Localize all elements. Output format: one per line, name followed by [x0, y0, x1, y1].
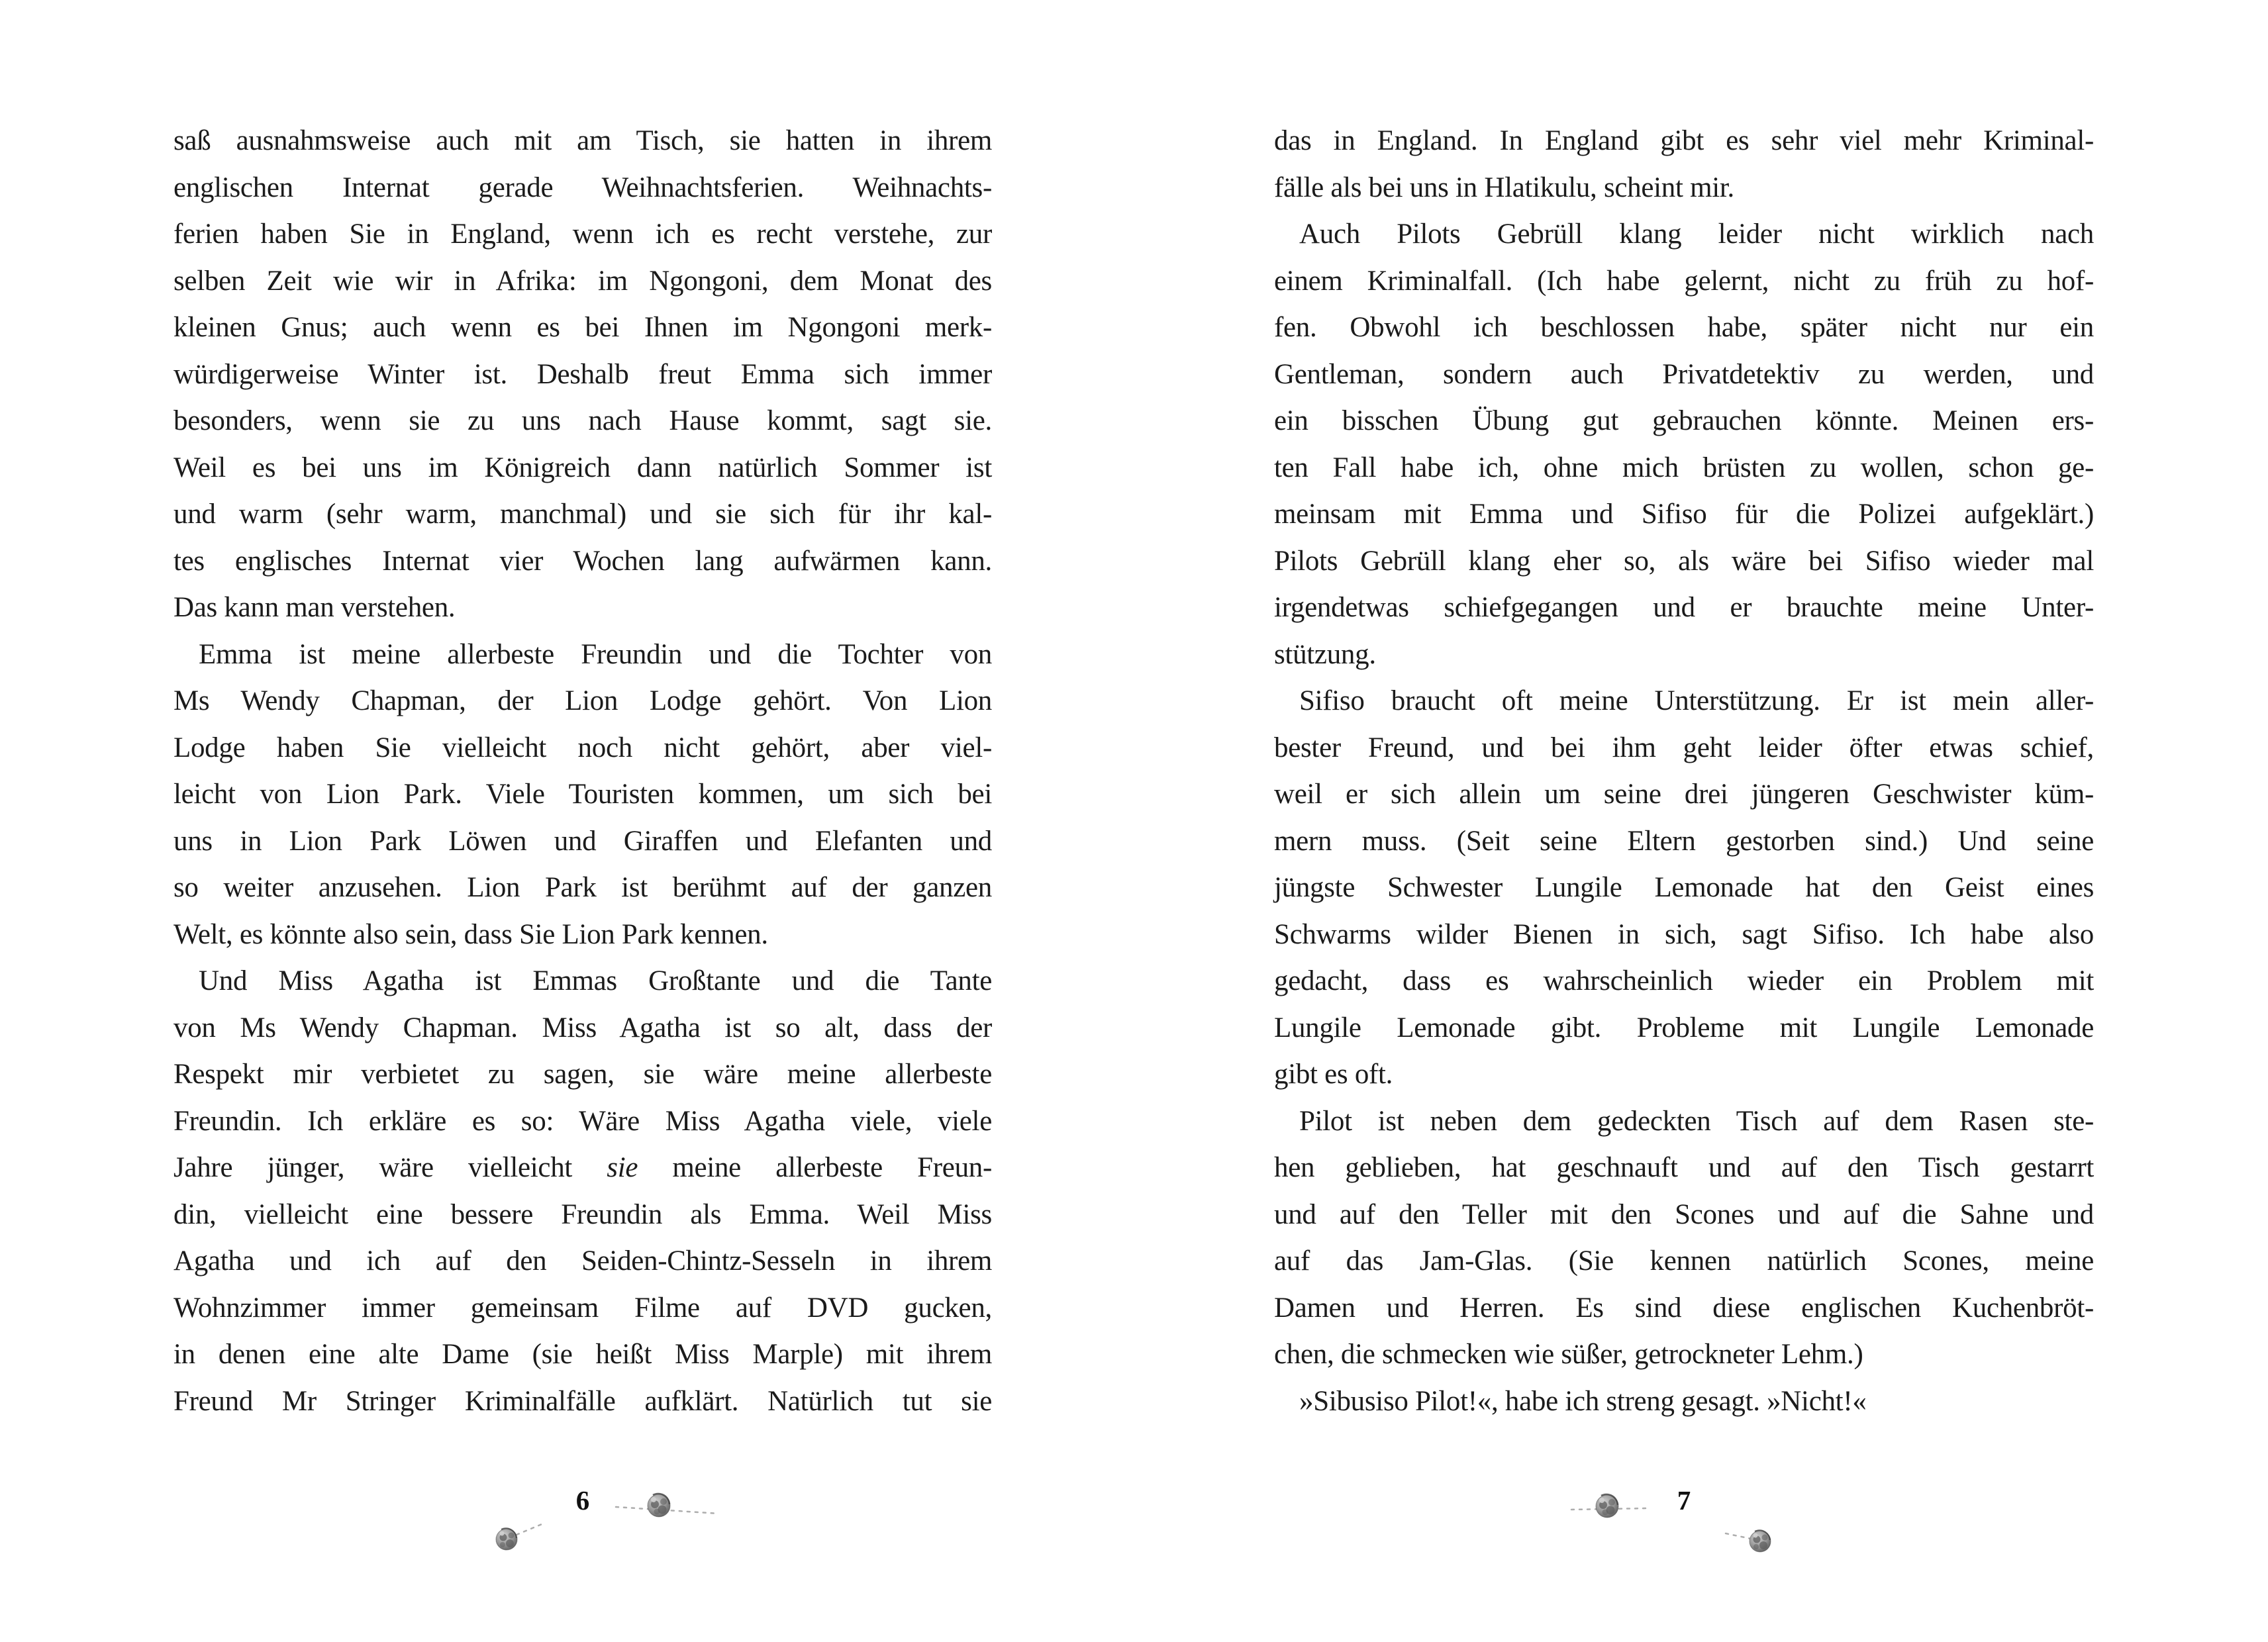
text-line: besonders, wenn sie zu uns nach Hause kommt, sagt sie.	[173, 405, 992, 436]
text-line: Schwarms wilder Bienen in sich, sagt Sifiso. Ich habe also	[1274, 918, 2094, 950]
text-line: Respekt mir verbietet zu sagen, sie wäre meine allerbeste	[173, 1059, 992, 1090]
text-line: leicht von Lion Park. Viele Touristen kommen, um sich bei	[173, 779, 992, 810]
text-line: kleinen Gnus; auch wenn es bei Ihnen im Ngongoni merk-	[173, 312, 992, 343]
text-segment: Jahre jünger, wäre vielleicht	[173, 1152, 607, 1183]
text-line	[173, 1145, 992, 1192]
text-line: Emma ist meine allerbeste Freundin und die Tochter von	[199, 638, 992, 670]
text-line: din, vielleicht eine bessere Freundin als Emma. Weil Miss	[173, 1198, 992, 1230]
dung-ball-icon	[1750, 1530, 1771, 1552]
text-line: Freund Mr Stringer Kriminalfälle aufklärt. Natürlich tut sie	[173, 1385, 992, 1417]
text-line: Welt, es könnte also sein, dass Sie Lion Park kennen.	[173, 918, 768, 950]
text-line: tes englisches Internat vier Wochen lang aufwärmen kann.	[173, 545, 992, 577]
italic-text-segment: sie	[607, 1152, 638, 1183]
text-line: englischen Internat gerade Weihnachtsferien. Weihnachts-	[173, 171, 992, 203]
text-line: auf das Jam-Glas. (Sie kennen natürlich Scones, meine	[1274, 1245, 2094, 1277]
text-line: uns in Lion Park Löwen und Giraffen und Elefanten und	[173, 825, 992, 857]
text-line: Freundin. Ich erkläre es so: Wäre Miss Agatha viele, viele	[173, 1105, 992, 1137]
text-line: selben Zeit wie wir in Afrika: im Ngongoni, dem Monat des	[173, 265, 992, 297]
text-line: Weil es bei uns im Königreich dann natürlich Sommer ist	[173, 452, 992, 483]
text-line: chen, die schmecken wie süßer, getrockneter Lehm.)	[1274, 1339, 1863, 1370]
text-line: ein bisschen Übung gut gebrauchen könnte. Meinen ers-	[1274, 405, 2094, 436]
text-line: Agatha und ich auf den Seiden-Chintz-Sesseln in ihrem	[173, 1245, 992, 1277]
text-line: Sifiso braucht oft meine Unterstützung. Er ist mein aller-	[1299, 685, 2094, 716]
text-line: »Sibusiso Pilot!«, habe ich streng gesagt. »Nicht!«	[1299, 1385, 1867, 1417]
text-line: ferien haben Sie in England, wenn ich es recht verstehe, zur	[173, 218, 992, 250]
page-ornament	[487, 1518, 560, 1564]
text-line: fälle als bei uns in Hlatikulu, scheint mir.	[1274, 171, 1734, 203]
text-line: einem Kriminalfall. (Ich habe gelernt, nicht zu früh zu hof-	[1274, 265, 2094, 297]
dung-ball-icon	[1596, 1494, 1618, 1518]
text-line: Und Miss Agatha ist Emmas Großtante und die Tante	[199, 965, 992, 996]
text-line: weil er sich allein um seine drei jüngeren Geschwister küm-	[1274, 779, 2094, 810]
text-line: Pilot ist neben dem gedeckten Tisch auf dem Rasen ste-	[1299, 1105, 2094, 1137]
text-line: saß ausnahmsweise auch mit am Tisch, sie hatten in ihrem	[173, 125, 992, 156]
dung-ball-icon	[496, 1528, 517, 1550]
text-line: gibt es oft.	[1274, 1059, 1393, 1090]
page-ornament	[1568, 1490, 1654, 1523]
text-line: fen. Obwohl ich beschlossen habe, später nicht nur ein	[1274, 312, 2094, 343]
text-line: hen geblieben, hat geschnauft und auf den Tisch gestarrt	[1274, 1152, 2094, 1183]
text-line: meinsam mit Emma und Sifiso für die Polizei aufgeklärt.)	[1274, 499, 2094, 530]
page-6-text	[173, 118, 992, 1425]
page-7-text	[1274, 118, 2094, 1425]
text-line: gedacht, dass es wahrscheinlich wieder ein Problem mit	[1274, 965, 2094, 996]
page-number: 7	[1677, 1485, 1691, 1516]
text-line: mern muss. (Seit seine Eltern gestorben sind.) Und seine	[1274, 825, 2094, 857]
text-line: Lungile Lemonade gibt. Probleme mit Lungile Lemonade	[1274, 1012, 2094, 1043]
text-line: ten Fall habe ich, ohne mich brüsten zu wollen, schon ge-	[1274, 452, 2094, 483]
text-line: und warm (sehr warm, manchmal) und sie sich für ihr kal-	[173, 499, 992, 530]
text-line: und auf den Teller mit den Scones und auf die Sahne und	[1274, 1198, 2094, 1230]
text-line: das in England. In England gibt es sehr viel mehr Kriminal-	[1274, 125, 2094, 156]
page-ornament	[609, 1488, 728, 1521]
text-line: in denen eine alte Dame (sie heißt Miss Marple) mit ihrem	[173, 1339, 992, 1370]
dotted-trail-icon	[1726, 1533, 1751, 1539]
page-ornament	[1719, 1523, 1792, 1569]
text-line: Damen und Herren. Es sind diese englischen Kuchenbröt-	[1274, 1292, 2094, 1324]
text-line: würdigerweise Winter ist. Deshalb freut Emma sich immer	[173, 358, 992, 390]
text-line: irgendetwas schiefgegangen und er brauchte meine Unter-	[1274, 592, 2094, 623]
text-line: Gentleman, sondern auch Privatdetektiv zu werden, und	[1274, 358, 2094, 390]
text-line: Wohnzimmer immer gemeinsam Filme auf DVD gucken,	[173, 1292, 992, 1324]
text-segment: meine allerbeste Freun-	[638, 1152, 992, 1183]
text-line: von Ms Wendy Chapman. Miss Agatha ist so alt, dass der	[173, 1012, 992, 1043]
text-line: bester Freund, und bei ihm geht leider öfter etwas schief,	[1274, 732, 2094, 763]
text-line: Ms Wendy Chapman, der Lion Lodge gehört. Von Lion	[173, 685, 992, 716]
text-line: Auch Pilots Gebrüll klang leider nicht wirklich nach	[1299, 218, 2094, 250]
text-line: stützung.	[1274, 638, 1376, 670]
text-line: Das kann man verstehen.	[173, 592, 456, 623]
text-line: Lodge haben Sie vielleicht noch nicht gehört, aber viel-	[173, 732, 992, 763]
page-number: 6	[575, 1485, 590, 1516]
text-line: Pilots Gebrüll klang eher so, als wäre bei Sifiso wieder mal	[1274, 545, 2094, 577]
dung-ball-icon	[648, 1494, 670, 1517]
text-line: jüngste Schwester Lungile Lemonade hat den Geist eines	[1274, 872, 2094, 903]
dotted-trail-icon	[517, 1523, 545, 1535]
text-line: so weiter anzusehen. Lion Park ist berühmt auf der ganzen	[173, 872, 992, 903]
